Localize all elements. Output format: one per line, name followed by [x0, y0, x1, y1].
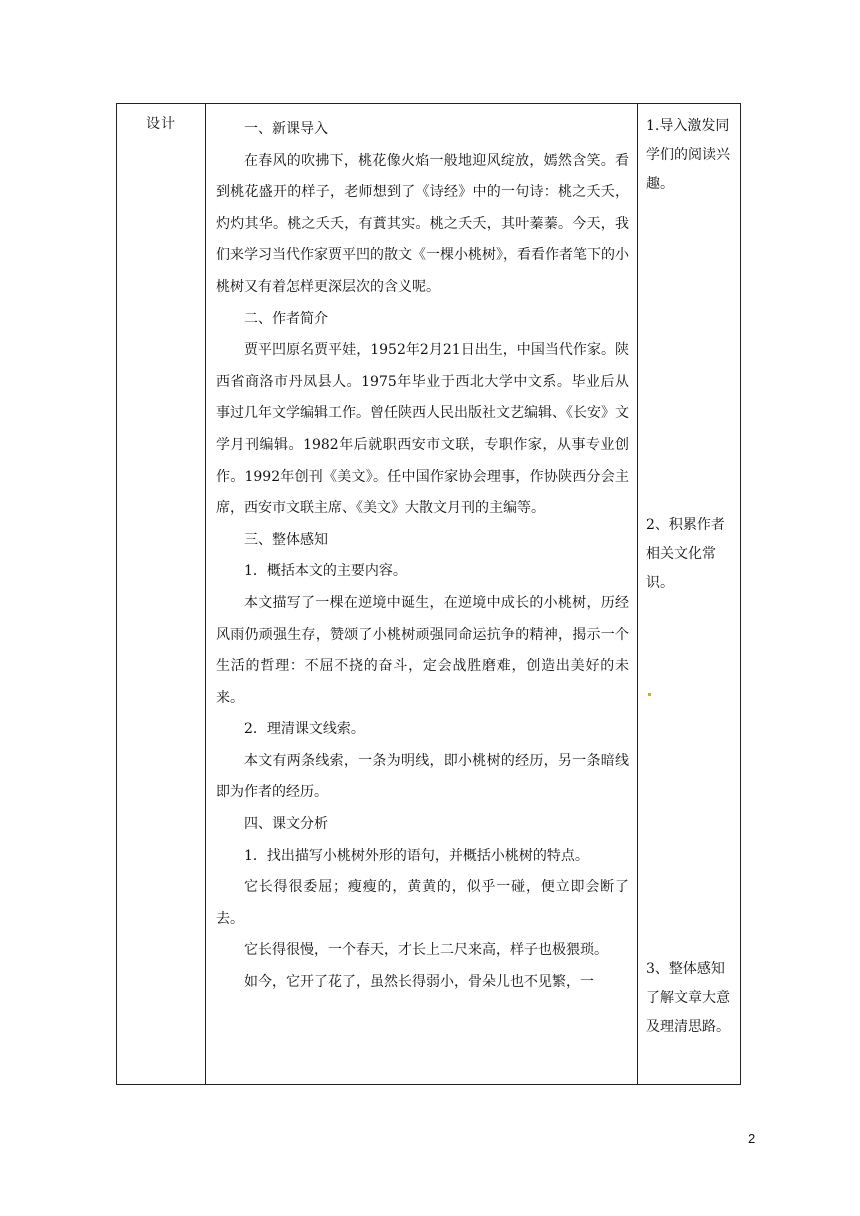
- author-paragraph: 贾平凹原名贾平娃，1952年2月21日出生，中国当代作家。陕西省商洛市丹凤县人。1975年毕业于西北大学中文系。毕业后从事过几年文学编辑工作。曾任陕西人民出版社文艺编辑、《长安》文学月刊编辑。1982年后就职西安市文联，专职作家，从事专业创作。1992年创刊《美文》。任中国作家协会理事，作协陕西分会主席，西安市文联主席、《美文》大散文月刊的主编等。: [216, 342, 629, 517]
- row-label-cell: [117, 104, 206, 1085]
- section-heading-author: 二、作者简介: [244, 310, 328, 327]
- content-body: [206, 104, 637, 999]
- analysis-question-1: 1．找出描写小桃树外形的语句，并概括小桃树的特点。: [244, 847, 589, 864]
- answer-1: 本文描写了一棵在逆境中诞生，在逆境中成长的小桃树，历经风雨仍顽强生存，赞颂了小桃树顽强同命运抗争的精神，揭示一个生活的哲理：不屈不挠的奋斗，定会战胜磨难，创造出美好的未来。: [216, 594, 629, 706]
- content-cell: [206, 104, 638, 1085]
- analysis-quote-1: 它长得很委屈；瘦瘦的，黄黄的，似乎一碰，便立即会断了去。: [216, 879, 629, 927]
- note-3: 3、整体感知了解文章大意及理清思路。: [646, 961, 730, 1035]
- section-heading-analysis: 四、课文分析: [244, 816, 328, 833]
- intro-paragraph: 在春风的吹拂下，桃花像火焰一般地迎风绽放，嫣然含笑。看到桃花盛开的样子，老师想到了《诗经》中的一句诗：桃之夭夭，灼灼其华。桃之夭夭，有蕡其实。桃之夭夭，其叶蓁蓁。今天，我们来学习当代作家贾平凹的散文《一棵小桃树》，看看作者笔下的小桃树又有着怎样更深层次的含义呢。: [216, 152, 629, 295]
- table-row: [117, 104, 741, 1085]
- question-1: 1．概括本文的主要内容。: [244, 563, 407, 580]
- analysis-quote-2: 它长得很慢，一个春天，才长上二尺来高，样子也极猥琐。: [244, 942, 608, 959]
- analysis-quote-3: 如今，它开了花了，虽然长得弱小，骨朵儿也不见繁，一: [244, 974, 594, 991]
- answer-2: 本文有两条线索，一条为明线，即小桃树的经历，另一条暗线即为作者的经历。: [216, 752, 629, 801]
- stray-mark: [648, 693, 651, 696]
- row-label: 设计: [146, 116, 176, 132]
- note-2: 2、积累作者相关文化常识。: [646, 517, 725, 591]
- page-number: 2: [748, 1131, 756, 1146]
- notes-cell: [638, 104, 741, 1085]
- section-heading-intro: 一、新课导入: [244, 121, 328, 137]
- note-1: 1.导入激发同学们的阅读兴趣。: [646, 118, 730, 192]
- section-heading-overview: 三、整体感知: [244, 531, 328, 548]
- lesson-plan-table: [116, 103, 741, 1085]
- question-2: 2．理清课文线索。: [244, 721, 365, 738]
